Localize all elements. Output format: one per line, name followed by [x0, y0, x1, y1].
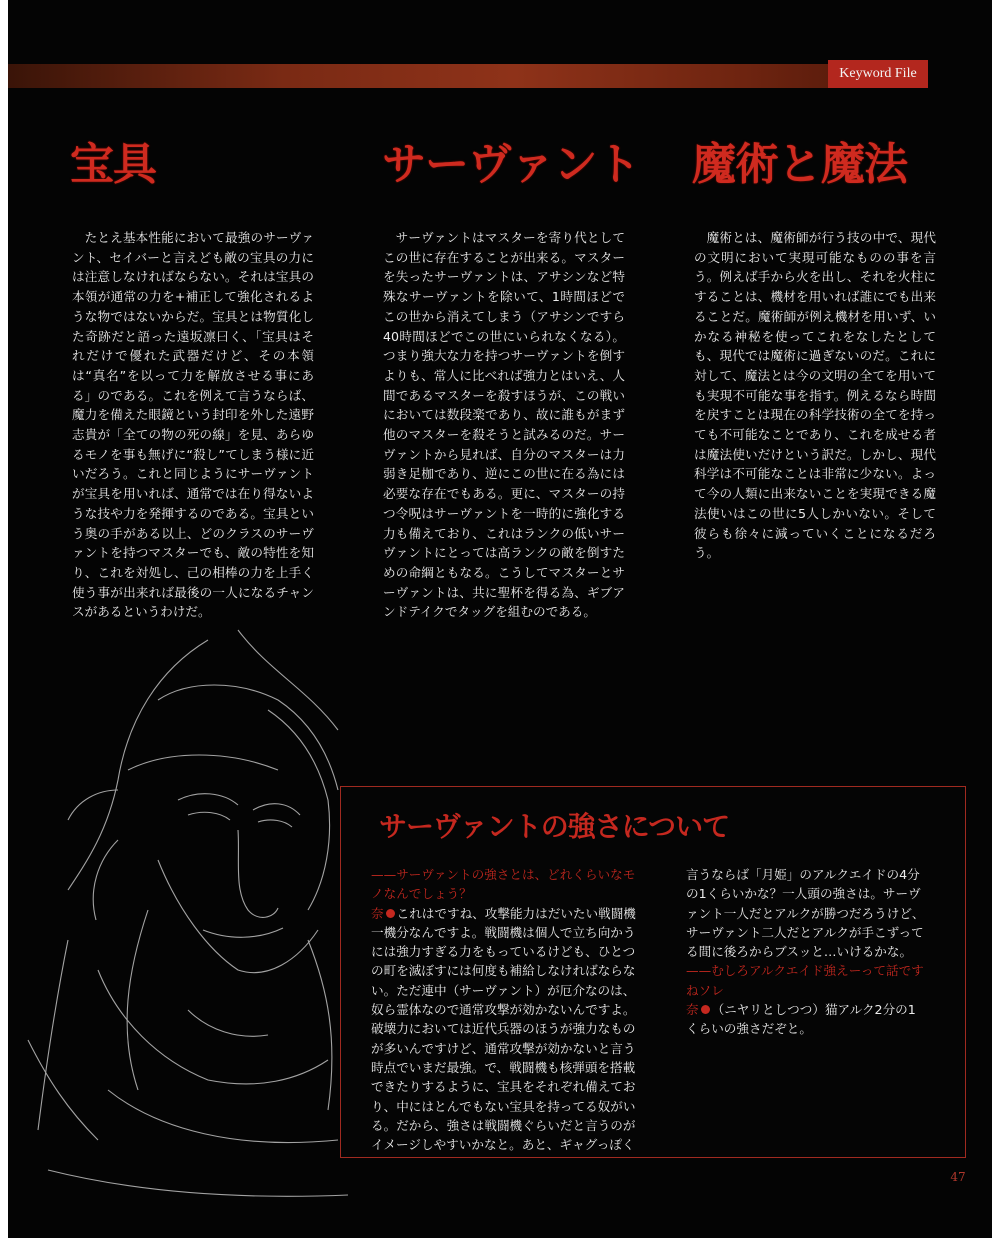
interview-box-title: サーヴァントの強さについて	[379, 810, 730, 843]
interview-answer-1-block	[371, 904, 646, 1155]
speaker-label-2: 奈	[686, 1002, 699, 1018]
interview-left-column	[371, 865, 646, 1154]
interview-box	[340, 786, 966, 1158]
page-number: 47	[950, 1170, 966, 1184]
interview-answer-1-continued: 言うならば「月姫」のアルクエイドの4分の1くらいかな？一人頭の強さは。サーヴァント一人だとアルクが勝つだろうけど、サーヴァント二人だとアルクが手こずってる間に後ろからブスッと…いけるかな。	[686, 867, 925, 960]
interview-answer-2: （ニヤリとしつつ）猫アルク2分の1くらいの強さだぞと。	[686, 1002, 916, 1037]
interview-question-1: ——サーヴァントの強さとは、どれくらいなモノなんでしょう？	[371, 867, 636, 902]
speaker-bullet-icon-2	[701, 1005, 710, 1014]
header-bar	[8, 64, 928, 88]
keyword-file-label: Keyword File	[828, 60, 928, 88]
interview-answer-1: これはですね、攻撃能力はだいたい戦闘機一機分なんですよ。戦闘機は個人で立ち向かうには強力すぎる力をもっているけども、ひとつの町を滅ぼすには何度も補給しなければならない。ただ連中（サーヴァント）が厄介なのは、奴ら霊体なので通常攻撃が効かないんですよ。破壊力においては近代兵器のほうが強力なものが多いんですけど、通常攻撃が効かないと言う時点でいまだ最強。で、戦闘機も核弾頭を搭載できたりするように、宝具をそれぞれ備えており、中にはとんでもない宝具を持ってる奴がいる。だから、強さは戦闘機ぐらいだと言うのがイメージしやすいかなと。あと、ギャグっぽく	[371, 905, 636, 1153]
column-body-servant: サーヴァントはマスターを寄り代としてこの世に存在することが出来る。マスターを失ったサーヴァントは、アサシンなど特殊なサーヴァントを除いて、1時間ほどでこの世から消えてしまう（アサシンですら40時間ほどでこの世にいられなくなる）。つまり強大な力を持つサーヴァントを倒すよりも、常人に比べれば強力とはいえ、人間であるマスターを殺すほうが、この戦いにおいては数段楽であり、故に誰もがまず他のマスターを殺そうと試みるのだ。サーヴァントから見れば、自分のマスターは力弱き足枷であり、逆にこの世に在る為には必要な存在でもある。更に、マスターの持つ令呪はサーヴァントを一時的に強化する力も備えており、これはランクの低いサーヴァントにとっては高ランクの敵を倒すための命綱ともなる。こうしてマスターとサーヴァントは、共に聖杯を得る為、ギブアンドテイクでタッグを組むのである。	[383, 230, 625, 620]
speaker-bullet-icon	[386, 909, 395, 918]
speaker-label: 奈	[371, 905, 384, 921]
column-body-hougu: たとえ基本性能において最強のサーヴァント、セイバーと言えども敵の宝具の力には注意しなければならない。それは宝具の本領が通常の力を+補正して強化されるような物ではないからだ。宝具とは物質化した奇跡だと語った遠坂凛曰く、「宝具はそれだけで優れた武器だけど、その本領は“真名”を以って力を解放させる事にある」のである。これを例えて言うならば、魔力を備えた眼鏡という封印を外した遠野志貴が「全ての物の死の線」を見、あらゆるモノを事も無げに“殺し”てしまう様に近いだろう。これと同じようにサーヴァントが宝具を用いれば、通常では在り得ないような技や力を発揮するのである。宝具という奥の手がある以上、どのクラスのサーヴァントを持つマスターでも、敵の特性を知り、これを対処し、己の相棒の力を上手く使う事が出来れば最後の一人になるチャンスがあるというわけだ。	[72, 230, 314, 620]
column-title-magecraft: 魔術と魔法	[692, 139, 907, 190]
page	[8, 0, 992, 1238]
interview-question-2: ——むしろアルクエイド強えーって話ですねソレ	[686, 963, 924, 998]
column-body-magecraft: 魔術とは、魔術師が行う技の中で、現代の文明において実現可能なものの事を言う。例えば手から火を出し、それを火柱にすることは、機材を用いれば誰にでも出来ることだ。魔術師が例え機材を用いず、いかなる神秘を使ってこれをなしたとしても、現代では魔術に過ぎないのだ。これに対して、魔法とは今の文明の全てを用いても実現不可能な事を指す。例えるなら時間を戻すことは現在の科学技術の全てを持っても不可能なことであり、これを成せる者は魔法使いだけという訳だ。しかし、現代科学は不可能なことは非常に少ない。よって今の人類に出来ないことを実現できる魔法使いはこの世に5人しかいない。そして彼らも徐々に減っていくことになるだろう。	[694, 230, 936, 561]
column-title-servant: サーヴァント	[382, 139, 640, 190]
character-sketch-illustration	[8, 610, 368, 1210]
column-title-hougu: 宝具	[70, 139, 156, 190]
interview-right-column	[686, 865, 926, 1039]
interview-answer-2-block	[686, 1000, 926, 1039]
